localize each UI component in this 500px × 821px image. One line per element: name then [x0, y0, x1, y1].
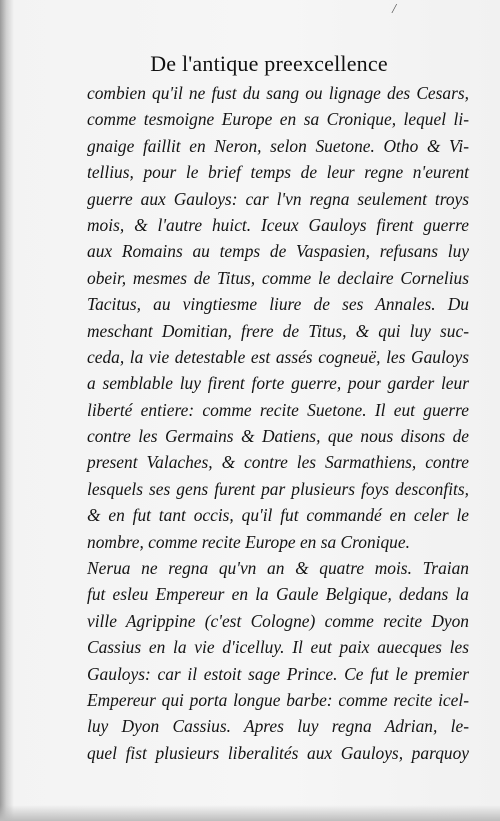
text-line: ceda, la vie detestable est assés cogneuë, les Gauloys	[87, 346, 469, 367]
text-line: lesquels ses gens furent par plusieurs foys desconfits,	[87, 478, 469, 499]
text-line: mois, & l'autre huict. Iceux Gauloys firent guerre	[87, 214, 469, 235]
text-line: & en fut tant occis, qu'il fut commandé en celer le	[87, 505, 469, 526]
text-line: nombre, comme recite Europe en sa Cronique.	[87, 531, 410, 552]
page-bottom-shadow	[0, 805, 500, 821]
text-line: present Valaches, & contre les Sarmathiens, contre	[87, 452, 469, 473]
running-head: De l'antique preexcellence	[150, 51, 388, 76]
text-line: meschant Domitian, frere de Titus, & qui luy suc-	[87, 320, 469, 341]
page-gutter-shadow	[0, 0, 14, 821]
text-line: aux Romains au temps de Vaspasien, refusans luy	[87, 241, 469, 262]
text-line: Empereur qui porta longue barbe: comme recite icel-	[87, 689, 469, 710]
text-line: Cassius en la vie d'icelluy. Il eut paix auecques les	[87, 637, 469, 658]
text-line: gnaige faillit en Neron, selon Suetone. Otho & Vi-	[87, 135, 469, 156]
text-line: a semblable luy firent forte guerre, pour garder leur	[87, 373, 469, 394]
text-line: Tacitus, au vingtiesme liure de ses Annales. Du	[87, 294, 469, 315]
text-line: ville Agrippine (c'est Cologne) comme recite Dyon	[87, 610, 469, 631]
text-line: comme tesmoigne Europe en sa Cronique, lequel li-	[87, 109, 469, 130]
text-line: contre les Germains & Datiens, que nous disons de	[87, 426, 469, 447]
corner-mark: /	[392, 2, 396, 17]
text-line: quel fist plusieurs liberalités aux Gauloys, parquoy	[87, 742, 469, 763]
text-line: combien qu'il ne fust du sang ou lignage des Cesars,	[87, 83, 469, 103]
text-line: fut esleu Empereur en la Gaule Belgique, dedans la	[87, 584, 469, 605]
text-line: Nerua ne regna qu'vn an & quatre mois. Traian	[87, 558, 469, 579]
body-text	[87, 80, 469, 766]
text-line: tellius, pour le brief temps de leur regne n'eurent	[87, 162, 469, 183]
text-line: obeir, mesmes de Titus, comme le declaire Cornelius	[87, 267, 469, 288]
text-line: liberté entiere: comme recite Suetone. Il eut guerre	[87, 399, 469, 420]
text-line: luy Dyon Cassius. Apres luy regna Adrian, le-	[87, 716, 469, 737]
text-line: Gauloys: car il estoit sage Prince. Ce fut le premier	[87, 663, 469, 684]
text-line: guerre aux Gauloys: car l'vn regna seulement troys	[87, 188, 469, 209]
